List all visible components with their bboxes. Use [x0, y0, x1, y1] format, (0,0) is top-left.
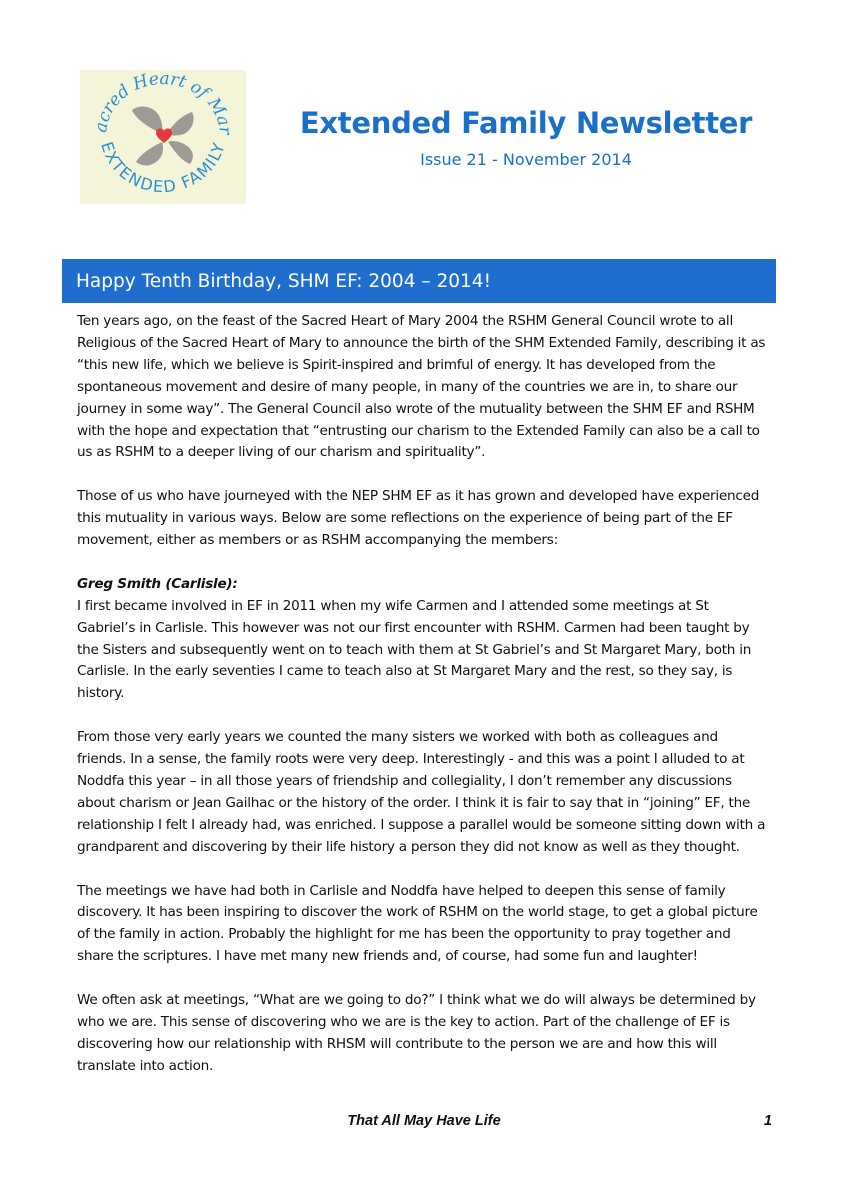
article-body: [77, 311, 767, 1100]
sacred-heart-extended-family-logo: [80, 70, 246, 204]
logo-emblem: [80, 70, 246, 204]
reflection-byline: Greg Smith (Carlisle):: [77, 575, 238, 592]
reflection-paragraph: We often ask at meetings, “What are we going to do?” I think what we do will always be determined by who we are. This sense of discovering who we are is the key to action. Part of the challenge of EF is discovering how our relationship with RHSM will contribute to the person we are and how this will translate into action.: [77, 992, 756, 1074]
logo-bottom-text: EXTENDED FAMILY: [97, 139, 229, 197]
issue-date: Issue 21 - November 2014: [420, 150, 632, 169]
footer-motto: That All May Have Life: [347, 1113, 501, 1129]
section-heading: Happy Tenth Birthday, SHM EF: 2004 – 2014!: [76, 270, 491, 292]
logo-top-text: acred Heart of Mar: [91, 70, 236, 136]
intro-paragraph: Ten years ago, on the feast of the Sacred Heart of Mary 2004 the RSHM General Council wrote to all Religious of the Sacred Heart of Mary to announce the birth of the SHM Extended Family, describing it as “this new life, which we believe is Spirit-inspired and brimful of energy. It has developed from the spontaneous movement and desire of many people, in many of the countries we are in, to share our journey in some way”. The General Council also wrote of the mutuality between the SHM EF and RSHM with the hope and expectation that “entrusting our charism to the Extended Family can also be a call to us as RSHM to a deeper living of our charism and spirituality”.: [77, 313, 766, 461]
reflection-paragraph: The meetings we have had both in Carlisle and Noddfa have helped to deepen this sense of family discovery. It has been inspiring to discover the work of RSHM on the world stage, to get a global picture of the family in action. Probably the highlight for me has been the opportunity to pray together and share the scriptures. I have met many new friends and, of course, had some fun and laughter!: [77, 882, 758, 965]
reflection-paragraph: From those very early years we counted the many sisters we worked with both as colleagues and friends. In a sense, the family roots were very deep. Interestingly - and this was a point I alluded to at Noddfa this year – in all those years of friendship and collegiality, I don’t remember any discussions about charism or Jean Gailhac or the history of the order. I think it is fair to say that in “joining” EF, the relationship I felt I already had, was enriched. I suppose a parallel would be someone sitting down with a grandparent and discovering by their life history a person they did not know as well as they thought.: [77, 729, 766, 855]
page-number: 1: [763, 1113, 772, 1129]
newsletter-title: Extended Family Newsletter: [299, 106, 753, 140]
reflection-paragraph: I first became involved in EF in 2011 when my wife Carmen and I attended some meetings at St Gabriel’s in Carlisle. This however was not our first encounter with RSHM. Carmen had been taught by the Sisters and subsequently went on to teach with them at St Gabriel’s and St Margaret Mary, both in Carlisle. In the early seventies I came to teach also at St Margaret Mary and the rest, so they say, is history.: [77, 597, 752, 702]
section-banner: [62, 259, 776, 303]
intro-paragraph: Those of us who have journeyed with the NEP SHM EF as it has grown and developed have experienced this mutuality in various ways. Below are some reflections on the experience of being part of the EF movement, either as members or as RSHM accompanying the members:: [77, 488, 760, 549]
